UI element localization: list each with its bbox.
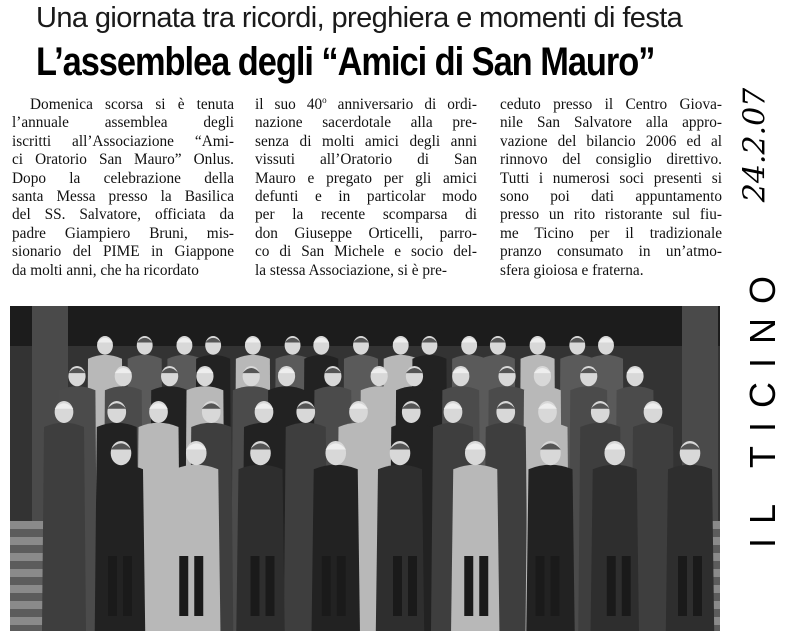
newspaper-masthead [738, 250, 788, 560]
person-leg [123, 556, 132, 616]
person-leg [251, 556, 260, 616]
column-line: defunti e in particolar modo [255, 188, 477, 206]
column-line: sionario del PIME in Giappone [12, 243, 234, 261]
person-leg [551, 556, 560, 616]
person-body [666, 465, 714, 631]
handwritten-date [732, 85, 778, 205]
person-leg [479, 556, 488, 616]
column-line: sfera gioiosa e fraterna. [500, 261, 644, 279]
person-leg [108, 556, 117, 616]
column-line: da molti anni, che ha ricordato [12, 261, 199, 279]
column-line: Tutti i numerosi soci presenti si [500, 169, 722, 187]
handwritten-date-text: 24.2.07 [737, 87, 773, 203]
person-leg [536, 556, 545, 616]
column-line: ceduto presso il Centro Giova- [500, 96, 722, 113]
article-column-1 [12, 96, 234, 280]
person-leg [693, 556, 702, 616]
column-line: la stessa Associazione, si è pre- [255, 261, 448, 279]
column-line: per la recente scomparsa di [255, 206, 477, 224]
column-line: rinnovo del consiglio direttivo. [500, 151, 722, 169]
column-line: l’annuale assemblea degli [12, 114, 234, 132]
person-leg [179, 556, 188, 616]
person-body [236, 465, 284, 631]
person-leg [393, 556, 402, 616]
person-leg [607, 556, 616, 616]
article-column-2 [255, 96, 477, 280]
column-line: il suo 40$^o$ anniversario di ordi- [255, 94, 477, 113]
column-line: padre Giampiero Bruni, mis- [12, 224, 234, 242]
column-line: nazione sacerdotale alla pre- [255, 114, 477, 132]
person-leg [322, 556, 331, 616]
column-line: sono poi dati appuntamento [500, 188, 722, 206]
column-line: santa Messa presso la Basilica [12, 188, 234, 206]
column-line: nile San Salvatore alla appro- [500, 114, 722, 132]
person-leg [678, 556, 687, 616]
column-line: ci Oratorio San Mauro” Onlus. [12, 151, 234, 169]
person-leg [194, 556, 203, 616]
column-line: Dopo la celebrazione della [12, 169, 234, 187]
person-body [312, 465, 360, 631]
column-line: don Giuseppe Orticelli, parro- [255, 224, 477, 242]
column-line: pranzo consumato in un’atmo- [500, 243, 722, 261]
person-body [451, 465, 499, 631]
person-leg [464, 556, 473, 616]
article-headline: L’assemblea degli “Amici di San Mauro” [36, 40, 655, 84]
column-line: Mauro e pregato per gli amici [255, 169, 477, 187]
column-line: presso un rito ristorante sul fiu- [500, 206, 722, 224]
person-leg [408, 556, 417, 616]
column-line: del SS. Salvatore, officiata da [12, 206, 234, 224]
article-kicker: Una giornata tra ricordi, preghiera e momenti di festa [36, 2, 683, 34]
group-photo [10, 306, 720, 631]
person-leg [622, 556, 631, 616]
masthead-text: IL TICINO [742, 261, 783, 549]
column-line: vazione del bilancio 2006 ed al [500, 132, 722, 150]
person-leg [337, 556, 346, 616]
column-line: me Ticino per il tradizionale [500, 224, 722, 242]
column-line: co di San Michele e socio del- [255, 243, 477, 261]
column-line: iscritti all’Associazione “Ami- [12, 132, 234, 150]
column-line: vissuti all’Oratorio di San [255, 151, 477, 169]
person-body [42, 423, 86, 631]
column-line: senza di molti amici degli anni [255, 132, 477, 150]
person-leg [266, 556, 275, 616]
group-photo-illustration [10, 306, 720, 631]
article-column-3 [500, 96, 722, 280]
column-line: Domenica scorsa si è tenuta [30, 96, 234, 113]
person-body [97, 465, 145, 631]
